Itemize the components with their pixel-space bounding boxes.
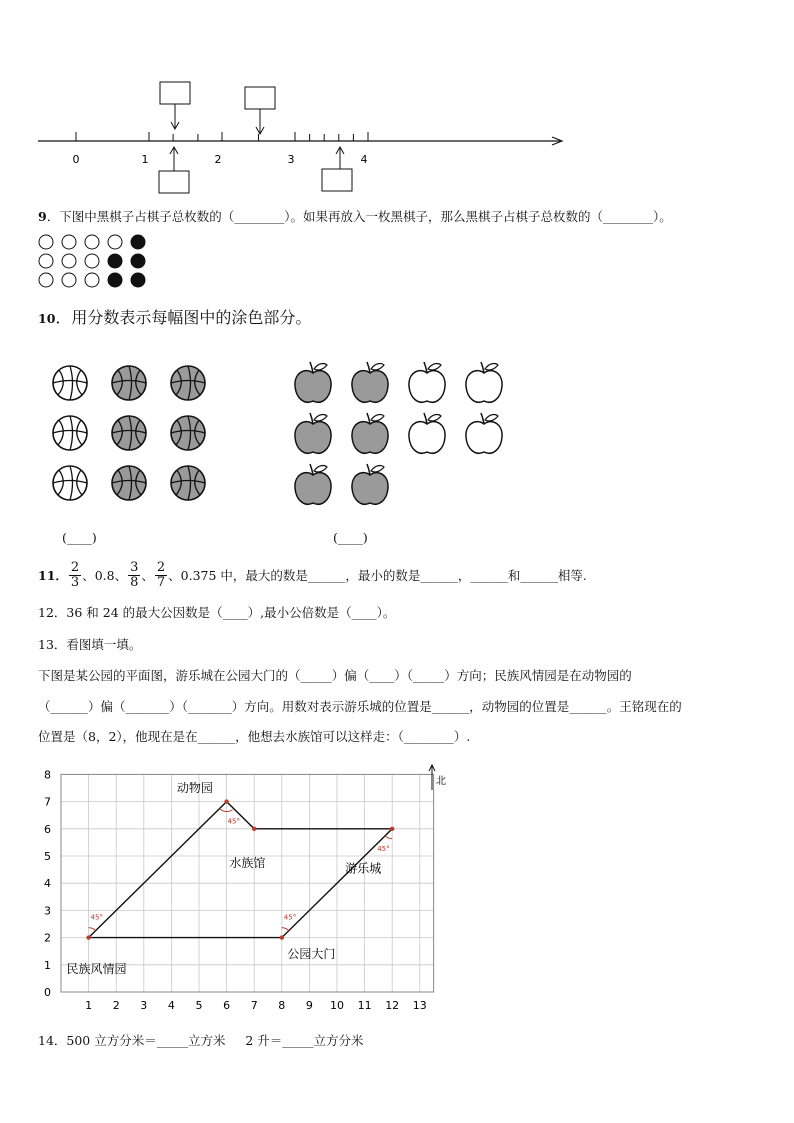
answer-box-1[interactable] bbox=[160, 82, 190, 129]
apple-shaded bbox=[295, 362, 331, 402]
x-tick-label: 1 bbox=[85, 999, 93, 1012]
y-tick-label: 2 bbox=[44, 931, 51, 945]
number-line-label: 1 bbox=[141, 153, 149, 166]
number-line-ticks bbox=[76, 132, 368, 141]
q9-blank-b[interactable]: ________ bbox=[602, 209, 653, 224]
angle-label: 45° bbox=[227, 817, 241, 826]
apple-plain bbox=[409, 362, 445, 402]
map-y-ticks bbox=[44, 768, 51, 999]
q10-answer-right[interactable]: (____) bbox=[333, 530, 368, 545]
fraction-3-8: $\frac{3}{8}$ bbox=[130, 559, 139, 590]
fraction-2-3: $\frac{2}{3}$ bbox=[70, 559, 80, 590]
basketball-plain bbox=[53, 466, 87, 500]
apple-plain bbox=[466, 413, 502, 453]
chess-pieces-grid bbox=[38, 232, 158, 292]
x-tick-label: 11 bbox=[357, 999, 372, 1012]
y-tick-label: 3 bbox=[44, 904, 51, 918]
basketball-shaded bbox=[171, 366, 205, 400]
map-grid bbox=[61, 774, 434, 992]
black-piece bbox=[108, 273, 122, 287]
q9-blank-a[interactable]: ________ bbox=[234, 209, 285, 224]
point-zoo bbox=[224, 799, 228, 803]
number-line-axis bbox=[38, 137, 562, 145]
number-line-labels bbox=[73, 153, 368, 166]
number-line-label: 4 bbox=[360, 153, 368, 166]
number-line-label: 3 bbox=[287, 153, 295, 166]
question-13-line-3: 位置是（8，2），他现在是在______，他想去水族馆可以这样走：（________）. bbox=[38, 729, 471, 744]
white-piece bbox=[62, 273, 76, 287]
apple-plain bbox=[466, 362, 502, 402]
basketball-plain bbox=[53, 416, 87, 450]
x-tick-label: 9 bbox=[305, 999, 313, 1012]
apple-shaded bbox=[352, 464, 388, 504]
answer-box-3[interactable] bbox=[159, 147, 189, 193]
y-tick-label: 6 bbox=[44, 822, 51, 836]
apple-shaded bbox=[352, 413, 388, 453]
answer-box-2[interactable] bbox=[245, 87, 275, 134]
number-line-label: 2 bbox=[214, 153, 222, 166]
basketball-plain bbox=[53, 366, 87, 400]
black-piece bbox=[131, 235, 145, 249]
apple-grid bbox=[285, 358, 515, 508]
x-tick-label: 5 bbox=[195, 999, 203, 1012]
answer-box-4[interactable] bbox=[322, 147, 352, 191]
x-tick-label: 8 bbox=[278, 999, 286, 1012]
x-tick-label: 4 bbox=[167, 999, 175, 1012]
white-piece bbox=[39, 254, 53, 268]
white-piece bbox=[62, 235, 76, 249]
x-tick-label: 7 bbox=[250, 999, 258, 1012]
point-gate bbox=[280, 935, 284, 939]
map-x-ticks bbox=[85, 999, 427, 1012]
basketball-shaded bbox=[112, 416, 146, 450]
black-piece bbox=[131, 254, 145, 268]
basketball-shaded bbox=[171, 416, 205, 450]
y-tick-label: 4 bbox=[44, 877, 51, 891]
basketball-grid bbox=[45, 360, 225, 510]
white-piece bbox=[108, 235, 122, 249]
point-aquarium bbox=[252, 827, 256, 831]
angle-gate bbox=[282, 914, 296, 931]
y-tick-label: 1 bbox=[44, 958, 51, 972]
white-piece bbox=[85, 273, 99, 287]
question-14: 14．500 立方分米＝_____立方米 2 升＝_____立方分米 bbox=[38, 1033, 364, 1048]
question-11: 11． $\frac{2}{3}$ 、0.8、 $\frac{3}{8}$ 、 $\frac{2}{7}$ 、0.375 中，最大的数是______，最小的数是______，______和______相等. bbox=[38, 559, 587, 590]
y-tick-label: 0 bbox=[44, 986, 51, 999]
question-13-line-2: （______）偏（_______）（_______）方向。用数对表示游乐城的位置是______，动物园的位置是______。王铭现在的 bbox=[38, 699, 682, 714]
white-piece bbox=[85, 254, 99, 268]
black-piece bbox=[108, 254, 122, 268]
x-tick-label: 12 bbox=[385, 999, 400, 1012]
question-9-number: 9 bbox=[38, 209, 47, 224]
north-arrow bbox=[429, 765, 446, 790]
label-amusement: 游乐城 bbox=[345, 861, 382, 876]
point-ethnic bbox=[86, 935, 90, 939]
basketball-shaded bbox=[112, 466, 146, 500]
white-piece bbox=[39, 273, 53, 287]
white-piece bbox=[85, 235, 99, 249]
angle-label: 45° bbox=[90, 913, 104, 922]
number-line-figure bbox=[0, 0, 794, 200]
white-piece bbox=[62, 254, 76, 268]
question-10: 10．用分数表示每幅图中的涂色部分。 bbox=[38, 308, 312, 327]
x-tick-label: 3 bbox=[140, 999, 148, 1012]
angle-label: 45° bbox=[283, 913, 297, 922]
label-gate: 公园大门 bbox=[287, 947, 336, 961]
basketball-shaded bbox=[112, 366, 146, 400]
angle-label: 45° bbox=[377, 844, 390, 853]
label-zoo: 动物园 bbox=[176, 781, 213, 796]
x-tick-label: 10 bbox=[330, 999, 344, 1012]
apple-shaded bbox=[295, 464, 331, 504]
x-tick-label: 2 bbox=[112, 999, 120, 1012]
fraction-2-7: $\frac{2}{7}$ bbox=[156, 559, 166, 590]
angle-ethnic bbox=[89, 914, 103, 931]
y-tick-label: 7 bbox=[44, 795, 51, 809]
question-9: 9．下图中黑棋子占棋子总枚数的（________）。如果再放入一枚黑棋子，那么黑棋子占棋子总枚数的（________）。 bbox=[38, 209, 672, 224]
y-tick-label: 8 bbox=[44, 768, 51, 782]
point-amusement bbox=[390, 827, 394, 831]
x-tick-label: 6 bbox=[223, 999, 231, 1012]
question-13-title: 13．看图填一填。 bbox=[38, 637, 142, 652]
label-aquarium: 水族馆 bbox=[229, 855, 266, 870]
north-label: 北 bbox=[436, 776, 446, 787]
number-line-label: 0 bbox=[72, 153, 80, 166]
y-tick-label: 5 bbox=[44, 850, 51, 863]
apple-plain bbox=[409, 413, 445, 453]
basketball-shaded bbox=[171, 466, 205, 500]
park-map bbox=[30, 760, 460, 1015]
white-piece bbox=[39, 235, 53, 249]
angle-amusement bbox=[377, 836, 392, 853]
label-ethnic: 民族风情园 bbox=[66, 961, 127, 976]
black-piece bbox=[131, 273, 145, 287]
question-13-line-1: 下图是某公园的平面图，游乐城在公园大门的（_____）偏（____）（_____）方向；民族风情园是在动物园的 bbox=[38, 668, 632, 683]
apple-shaded bbox=[352, 362, 388, 402]
x-tick-label: 13 bbox=[412, 999, 427, 1012]
q10-answer-left[interactable]: (____) bbox=[62, 530, 97, 545]
question-12: 12．36 和 24 的最大公因数是（____）,最小公倍数是（____）。 bbox=[38, 605, 396, 620]
apple-shaded bbox=[295, 413, 331, 453]
